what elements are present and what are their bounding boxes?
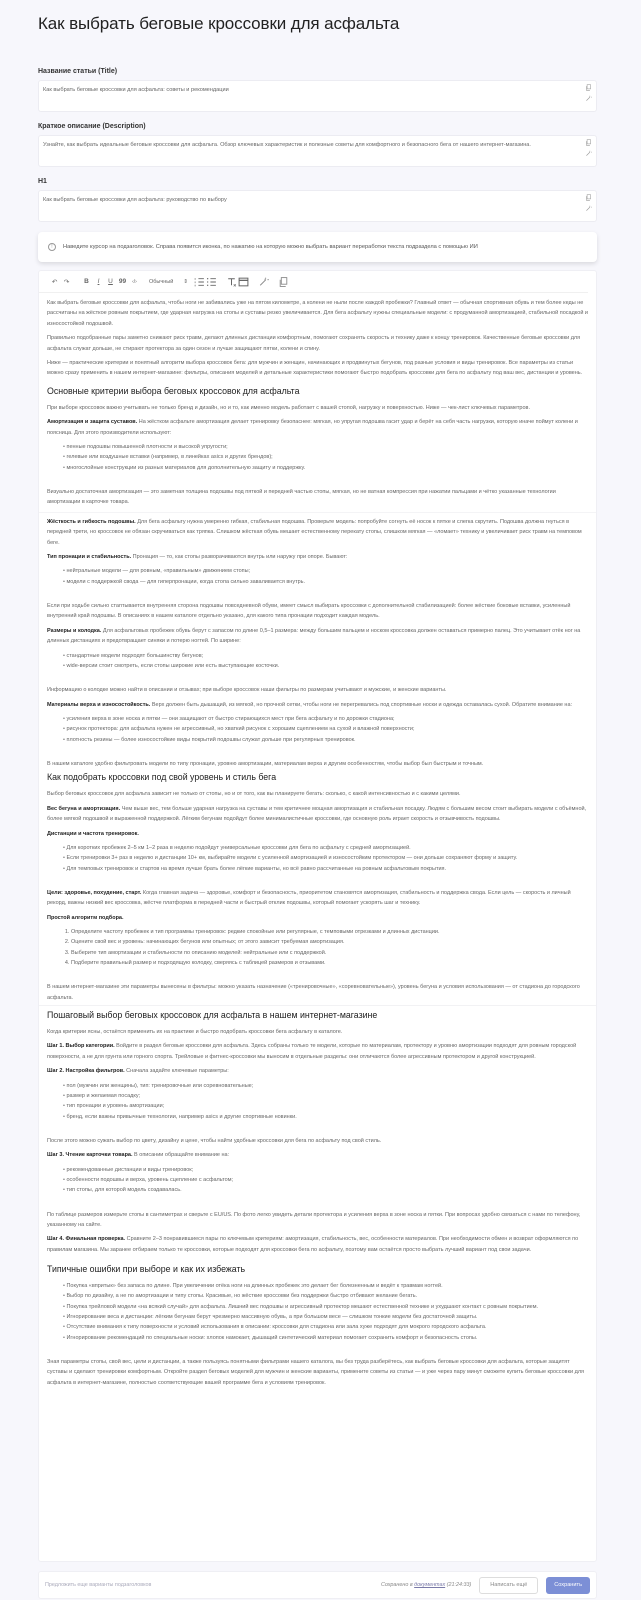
paragraph [47,552,588,562]
list-item: • тип стопы, для которой модель создавалась. [63,1185,588,1195]
paragraph: Как выбрать беговые кроссовки для асфальта, чтобы ноги не забивались уже на пятом километре, а колени не ныли после каждой пробежки? Главный ответ — обычная спортивная обувь и тем более кеды не рассчитаны на жёсткое ровным покрытием, где ударная нагрузка на стопы и суставы резко увеличивается. Для бега асфальту нужны специальные модели: с продуманной амортизацией, стабильной посадкой и износостойкой подошвой. [47,300,588,327]
page-title: Как выбрать беговые кроссовки для асфальта [38,14,400,33]
bullet-list [47,442,588,473]
paragraph-text: На жёстком асфальте амортизация делает тренировку безопаснее: мягкая, но упругая подошва гасит удар и берёт на себя часть нагрузки, которую иначе поймут колени и поясница. Для этого производители используют: [47,419,578,436]
h1-field-label: H1 [38,178,47,185]
bullet-list [47,843,588,874]
info-banner [38,232,597,262]
paragraph-text: Войдите в раздел беговые кроссовки для асфальта. Здесь собраны только те модели, которые по материалам, протектору и уровню амортизации подходят для ровным городской поверхности, а не для грунта или горного спорта. Трейловые и фитнес-кроссовки мы выносим в отдельные разделы: они отличаются более агрессивным протектором и другой конструкцией. [47,1043,577,1060]
bold-lead: Размеры и колодка. [47,627,102,634]
saved-prefix: Сохранено в [380,1582,415,1588]
paragraph: Визуально достаточная амортизация — это заметная толщина подошвы под пяткой и передней частью стопы, мягкая, но не ватная компрессия при нажатии пальцами и чётко указанные технологии амортизации в карточке товара. [47,488,556,506]
list-item: • плотность резины — более износостойкие виды покрытий подошвы служат дольше при регулярных тренировок. [63,735,588,745]
title-field-label: Название статьи (Title) [38,68,118,75]
list-item: 3. Выберите тип амортизации и стабильности по описанию моделей: нейтральные или с поддержкой. [71,948,588,958]
suggest-subheadings-link[interactable]: Предложить еще варианты подзаголовков [45,1582,152,1588]
paragraph [47,626,588,647]
info-banner-text: Наведите курсор на подзаголовок. Справа появится иконка, по нажатию на которую можно выбрать вариант переработки текста подраздела с помощью ИИ [63,244,478,250]
paragraph: По таблице размеров измерьте стопы в сантиметрах и сверьте с EU/US. По фото легко увидеть детали протектора и усиления верха в зоне носка и пятки. При вопросах удобно связаться с нами по телефону, указанному на сайте. [47,1211,581,1228]
paragraph-text: Для асфальтовых пробежек обувь берут с запасом по длине 0,5–1 размера: между большим пальцем и носком кроссовка должен оставаться примерно палец. Это учитывает отёк ног на длинных дистанциях и предотвращает синяки и потерю ногтей. По ширине: [47,627,581,645]
paragraph [47,888,588,909]
list-item: • Для темповых тренировок и стартов на время лучше брать более лёгкие варианты, но всё равно рассчитанные на ровным асфальтовым покрытия. [63,864,588,874]
paragraph [47,700,588,710]
saved-status [381,1582,471,1588]
section-heading[interactable]: Типичные ошибки при выборе и как их избежать [47,1264,246,1275]
h1-field-value[interactable]: Как выбрать беговые кроссовки для асфальта: руководство по выбору [43,197,227,203]
underline-button[interactable]: U [108,278,113,285]
list-item: 2. Оцените свой вес и уровень: начинающих бегунов или опытных; от этого зависит требуемая амортизация. [71,937,588,947]
paragraph [47,417,588,438]
magic-wand-icon[interactable] [585,205,592,212]
list-item: • тип пронации и уровень амортизации; [63,1101,588,1111]
list-item: • Игнорирование веса и дистанции: лёгким бегунам берут чрезмерно массивную обувь, а при большом весе — слишком тонкие модели без достаточной защиты. [63,1312,588,1322]
paragraph [47,829,588,839]
list-item: • рисунок протектора: для асфальта нужен не агрессивный, но хваткий рисунок с хорошим сцеплением на сухой и влажной поверхности; [63,724,588,734]
editor-toolbar [39,271,588,293]
list-item: • пол (мужчин или женщины), тип: тренировочные или соревновательные; [63,1081,588,1091]
paragraph [47,517,588,548]
copy-icon[interactable] [585,139,592,146]
format-select[interactable] [149,279,188,285]
bold-button[interactable]: B [84,278,89,285]
copy-icon[interactable] [278,276,289,288]
paragraph: В нашем интернет-магазине эти параметры вынесены в фильтры: можно указать назначение («тренировочные», «соревновательные»), уровень бегуна и условия использования — от стадиона до городского асфальта. [47,984,580,1001]
paragraph: В нашем каталоге удобно фильтровать модели по типу пронации, уровню амортизации, материалам верха и другим особенностям, чтобы выбор был быстрым и точным. [47,760,484,767]
list-item: • wide-версии стоит смотреть, если стопы широкие или есть выступающие косточки. [63,661,588,671]
bold-lead: Дистанции и частота тренировок. [47,830,139,837]
clear-format-icon[interactable] [226,276,237,288]
code-button[interactable]: ‹/› [132,278,137,285]
bullet-list [47,714,588,745]
list-item: • усиления верха в зоне носка и пятки — они защищают от быстро стирающихся мест при бега асфальту и по дорожки стадиона; [63,714,588,724]
write-more-button[interactable]: Написать ещё [479,1577,538,1594]
italic-button[interactable]: I [97,278,100,285]
paragraph: Если при ходьбе сильно стаптывается внутренняя сторона подошвы повседневной обуви, имеет смысл выбирать кроссовки с дополнительной стабилизацией: более жёсткие боковые вставки, усиленный внутренний край подошвы. В описаниях в нашем каталоге отдельно указано, для какого типа пронации подходит каждая модель. [47,602,571,620]
paragraph [47,913,588,923]
paragraph: Зная параметры стопы, свой вес, цели и дистанции, а также пользуясь понятными фильтрами нашего каталога, вы без труда разберётесь, как выбрать беговые кроссовки для асфальта, которые защитят суставы и сделают тренировки комфортным. Откройте раздел беговых моделей для мужчин и женские варианты, примените советы из статьи — и уже через пару минут сможете купить беговые кроссовки для асфальта в интернет-магазине, полностью соответствующие вашей программе бега и условиям тренировок. [47,1358,585,1386]
list-item: • Выбор по дизайну, а не по амортизации и типу стопы. Красивые, но жёсткие кроссовки без поддержки быстро отбивают желание бегать. [63,1291,588,1301]
rich-text-editor[interactable] [38,270,597,1562]
paragraph-text: Чем выше вес, тем больше ударная нагрузка на суставы и тем критичнее мощная амортизация и стабильная посадку. Людям с большим весом стоит выбирать модели с объёмной, более мягкой подошвой и выраженной поддержкой. Лёгким бегунам подойдут более минималистичные кроссовки, где основную роль играет скорость и отзывчивость подошвы. [47,805,587,823]
description-field[interactable] [38,135,597,167]
list-item: 4. Подберите правильный размер и подходящую колодку, сверяясь с таблицей размеров и отзывами. [71,958,588,968]
list-item: • Если тренировки 3+ раз в неделю и дистанции 10+ км, выбирайте модели с усиленной амортизацией и износостойким протектором — они дольше сохраняют форму и защиту. [63,853,588,863]
list-item: • стандартные модели подходят большинству бегунов; [63,651,588,661]
paragraph-text: В описании обращайте внимание на: [132,1152,230,1159]
list-item: • размер и желаемая посадку; [63,1091,588,1101]
list-item: • Отсутствие внимания к типу поверхности и условий использования в описании: кроссовки для стадиона или зала хуже подходят для мокрого городского асфальта. [63,1322,588,1332]
save-button[interactable]: Сохранить [546,1577,590,1594]
bullet-list-icon[interactable] [206,276,217,288]
list-item: • Игнорирование рекомендаций по специальные носки: хлопок намокает, дышащий синтетический материал помогает сохранить комфорт и безопасность стопы. [63,1333,588,1343]
paragraph-text: Для бега асфальту нужна умеренно гибкая, стабильная подошва. Проверьте модель: попробуйте согнуть её носок к пятке и слегка скрутить. Подошва должна гнуться в передней трети, но кроссовок не обязан скручиваться как тряпка. Слишком жёсткая обувь мешает естественному перекату стопы, слишком мягкая — «ломает» технику и увеличивает риск травм на темповом беге. [47,518,582,546]
blockquote-button[interactable]: 99 [118,278,127,285]
editor-footer [38,1571,597,1599]
list-item: • гелевые или воздушные вставки (например, в линейках asics и других брендов); [63,452,588,462]
section-heading[interactable]: Основные критерии выбора беговых кроссовок для асфальта [47,385,300,396]
paragraph-text: Сначала задайте ключевые параметры: [124,1068,229,1075]
title-field-value[interactable]: Как выбрать беговые кроссовки для асфальта: советы и рекомендации [43,87,229,93]
numbered-list [47,927,588,968]
bold-lead: Шаг 1. Выбор категории. [47,1043,115,1050]
bold-lead: Шаг 4. Финальная проверка. [47,1236,126,1243]
list-item: • рекомендованные дистанции и виды тренировок; [63,1165,588,1175]
paragraph: Ниже — практические критерии и понятный алгоритм выбора кроссовок бега: для мужчин и женщин, начинающих и продвинутых бегунов, под разные условия и виды тренировок. Все параметры из статьи можно сразу применить в нашем интернет-магазине: фильтры, описания моделей и детальные характеристики помогают быстро подобрать кроссовки для бега по асфальту под ваш вес, дистанции и уровень. [47,360,583,377]
bold-lead: Простой алгоритм подбора. [47,914,124,921]
copy-icon[interactable] [585,194,592,201]
paragraph-text: Когда главная задача — здоровье, комфорт и безопасность, приоритетом становятся амортизация, стабильность и поддержка свода. Если цель — скорость и личный рекорд, важны низкий вес кроссовка, жёстче платформа в передней части и быстрый отклик подошвы, который помогает ускорять шаг и технику. [47,889,571,907]
paragraph: При выборе кроссовок важно учитывать не только бренд и дизайн, но и то, как именно модель работает с вашей стопой, нагрузку и поверхностью. Ниже — чек-лист ключевых параметров. [47,404,530,411]
bold-lead: Шаг 2. Настройка фильтров. [47,1068,125,1075]
section-heading[interactable]: Пошаговый выбор беговых кроссовок для асфальта в нашем интернет-магазине [39,1005,596,1021]
paragraph-text: Сравните 2–3 понравившиеся пары по ключевым критериям: амортизация, стабильность, вес, особенности материалов. При необходимости обмен и возврат оформляются по правилам магазина. Мы заранее отбираем только те кроссовки, которые подходят для кроссовки бега по асфальту, поэтому вам остаётся просто выбрать лучший вариант под свои задачи. [47,1236,579,1253]
bullet-list [47,651,588,672]
paragraph [47,1041,588,1062]
list-item: • пенные подошвы повышенной плотности и высокой упругости; [63,442,588,452]
bullet-list [47,1081,588,1122]
bold-lead: Жёсткость и гибкость подошвы. [47,518,136,525]
magic-wand-icon[interactable] [585,95,592,102]
bold-lead: Тип пронации и стабильность. [47,553,132,560]
list-item: • Покупка «впритык» без запаса по длине. При увеличении отёка ноги на длинных пробежек это делает бег болезненным и ведёт к травмам ногтей. [63,1281,588,1291]
select-arrows-icon: ⇕ [183,278,188,285]
list-item: • бренд, если важны привычные технологии, например asics и другие спортивные новинки. [63,1112,588,1122]
list-item: • Для коротких пробежек 2–5 км 1–2 раза в неделю подойдут универсальные кроссовки для бега по асфальту с средней амортизацией. [63,843,588,853]
undo-button[interactable]: ↶ [51,278,58,286]
paragraph-text: Верх должен быть дышащий, из мягкой, но прочной сетки, чтобы ноги не перегревались под спортивные носки и одежда оставалась сухой. Обратите внимание на: [150,701,573,708]
paragraph [47,1066,588,1076]
saved-time: (21:24:33) [445,1582,472,1588]
copy-icon[interactable] [585,84,592,91]
bullet-list [47,1281,588,1343]
paragraph [47,804,588,825]
paragraph: После этого можно сужать выбор по цвету, дизайну и цене, чтобы найти удобные кроссовки для бега по асфальту под свой стиль. [47,1137,382,1144]
description-field-label: Краткое описание (Description) [38,123,146,130]
list-item: • Покупка трейловой модели «на всякий случай» для асфальта. Лишний вес подошвы и агрессивный протектор мешают естественной технике и ухудшают контакт с ровным покрытием. [63,1302,588,1312]
bullet-list [47,1165,588,1196]
bold-lead: Цели: здоровье, похудение, старт. [47,889,142,896]
list-item: 1. Определите частоту пробежек и тип программы тренировок: редкие спокойные или регулярные, с темповыми отрезками и длинных дистанции. [71,927,588,937]
title-field[interactable] [38,80,597,112]
bold-lead: Материалы верха и износостойкость. [47,701,151,708]
paragraph-text: Пронация — то, как стопы разворачиваются внутрь или наружу при опоре. Бывают: [131,553,348,560]
paragraph: Выбор беговых кроссовок для асфальта зависит не только от стопы, но и от того, как вы планируете бегать: сколько, с какой интенсивностью и с какими целями. [47,791,461,798]
section-heading[interactable]: Как подобрать кроссовки под свой уровень и стиль бега [47,772,277,783]
paragraph [47,1150,588,1160]
list-item: • нейтральные модели — для ровным, «правильным» движением стопы; [63,566,588,576]
h1-field[interactable] [38,190,597,222]
ordered-list-icon[interactable] [194,276,205,288]
magic-wand-icon[interactable] [585,150,592,157]
documents-link[interactable]: документах [414,1582,446,1588]
list-item: • многослойные конструкции из разных материалов для дополнительную защиту и поддержку. [63,463,588,473]
list-item: • модели с поддержкой свода — для гиперпронации, когда стопа сильно заваливается внутрь. [63,577,588,587]
table-icon[interactable] [238,276,249,288]
bullet-list [47,566,588,587]
paragraph: Когда критерии ясны, остаётся применить их на практике и быстро подобрать кроссовки бега асфальту в каталоге. [47,1029,343,1036]
paragraph [47,1234,588,1255]
bold-lead: Амортизация и защита суставов. [47,419,138,426]
list-item: • особенности подошвы и верха, уровень сцепление с асфальтом; [63,1175,588,1185]
magic-wand-icon[interactable] [258,276,269,288]
bold-lead: Вес бегуна и амортизация. [47,805,121,812]
redo-button[interactable]: ↷ [63,278,70,286]
info-icon: ! [48,243,56,251]
description-field-value[interactable]: Узнайте, как выбрать идеальные беговые кроссовки для асфальта. Обзор ключевых характеристик и полезные советы для комфортного и безопасного бега от нашего интернет-магазина. [43,142,531,148]
paragraph: Информацию о колодке можно найти в описании и отзывах; при выборе кроссовок наши фильтры по размерам учитывают и мужские, и женские варианты. [47,687,447,694]
editor-content[interactable] [39,293,596,1388]
bold-lead: Шаг 3. Чтение карточки товара. [47,1152,133,1159]
paragraph: Правильно подобранные пары заметно снижают риск травм, делают длинных дистанции комфортным, помогают сохранять скорость и технику даже к концу тренировок. Качественные беговые кроссовки для асфальта служат дольше, не стирают протектора за один сезон и лучше защищают пятки, колени и спину. [47,335,581,352]
format-select-value: Обычный [149,278,174,285]
